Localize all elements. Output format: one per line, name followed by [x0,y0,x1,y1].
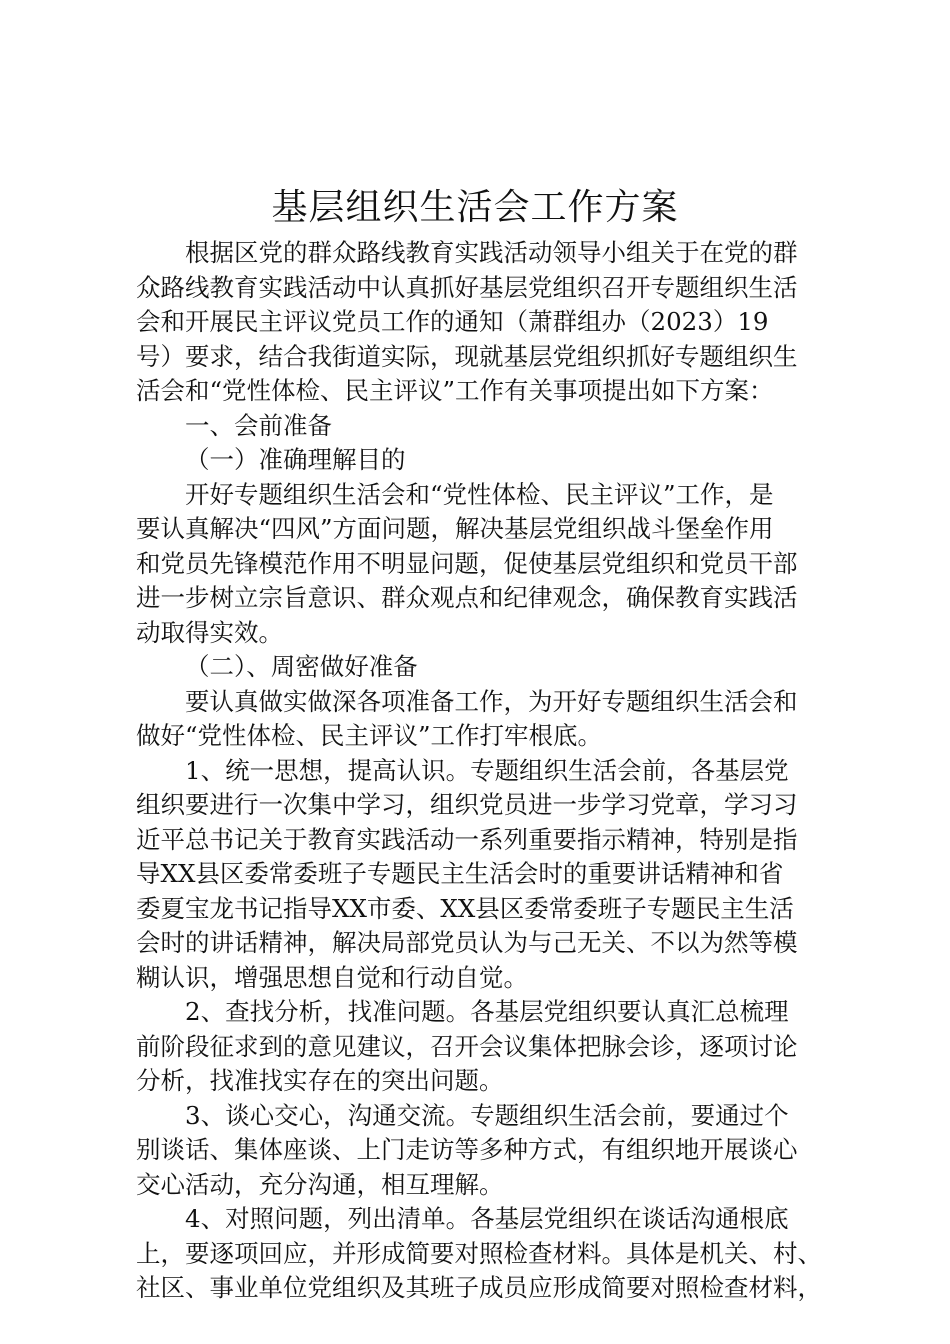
text-line: 要认真解决“四风”方面问题，解决基层党组织战斗堡垒作用 [136,514,774,543]
paragraph [136,995,826,1099]
text-line: 近平总书记关于教育实践活动一系列重要指示精神，特别是指 [136,824,798,854]
document-title: 基层组织生活会工作方案 [271,187,679,228]
document-body [136,236,826,1306]
paragraph [136,685,826,754]
paragraph [136,1099,826,1203]
text-line: 一、会前准备 [185,410,332,440]
text-line: 前阶段征求到的意见建议，召开会议集体把脉会诊，逐项讨论 [136,1031,798,1061]
text-line: 开好专题组织生活会和“党性体检、民主评议”工作，是 [185,479,774,509]
paragraph [136,1202,826,1306]
text-line: 导XX县区委常委班子专题民主生活会时的重要讲话精神和省 [136,859,784,888]
text-line: 3、谈心交心，沟通交流。专题组织生活会前，要通过个 [185,1100,789,1130]
text-line: 分析，找准找实存在的突出问题。 [136,1066,504,1095]
paragraph [136,236,826,409]
paragraph [136,754,826,996]
text-line: （一）准确理解目的 [185,445,406,474]
text-line: 会时的讲话精神，解决局部党员认为与己无关、不以为然等模 [136,928,798,957]
paragraph [136,650,826,685]
text-line: 和党员先锋模范作用不明显问题，促使基层党组织和党员干部 [136,548,798,578]
text-line: 组织要进行一次集中学习，组织党员进一步学习党章，学习习 [136,790,798,819]
text-line: 交心活动，充分沟通，相互理解。 [136,1169,504,1199]
text-line: 1、统一思想，提高认识。专题组织生活会前，各基层党 [185,755,789,785]
text-line: 根据区党的群众路线教育实践活动领导小组关于在党的群 [185,238,798,267]
text-line: 上，要逐项回应，并形成简要对照检查材料。具体是机关、村、 [136,1238,822,1268]
text-line: 进一步树立宗旨意识、群众观点和纪律观念，确保教育实践活 [136,583,798,612]
paragraph [136,443,826,478]
paragraph [136,409,826,444]
text-line: 别谈话、集体座谈、上门走访等多种方式，有组织地开展谈心 [136,1135,798,1164]
text-line: 会和开展民主评议党员工作的通知（萧群组办（2023）19 [136,307,769,336]
text-line: 做好“党性体检、民主评议”工作打牢根底。 [136,721,603,750]
paragraph [136,478,826,651]
text-line: 众路线教育实践活动中认真抓好基层党组织召开专题组织生活 [136,272,798,302]
text-line: 糊认识，增强思想自觉和行动自觉。 [136,962,528,992]
text-line: 要认真做实做深各项准备工作，为开好专题组织生活会和 [185,686,798,716]
text-line: （二）、周密做好准备 [185,652,418,681]
text-line: 动取得实效。 [136,617,283,647]
text-line: 委夏宝龙书记指导XX市委、XX县区委常委班子专题民主生活 [136,893,794,923]
text-line: 号）要求，结合我街道实际，现就基层党组织抓好专题组织生 [136,341,798,371]
text-line: 2、查找分析，找准问题。各基层党组织要认真汇总梳理 [185,997,789,1026]
text-line: 活会和“党性体检、民主评议”工作有关事项提出如下方案： [136,376,774,405]
text-line: 社区、事业单位党组织及其班子成员应形成简要对照检查材料， [136,1273,822,1302]
text-line: 4、对照问题，列出清单。各基层党组织在谈话沟通根底 [185,1204,789,1233]
